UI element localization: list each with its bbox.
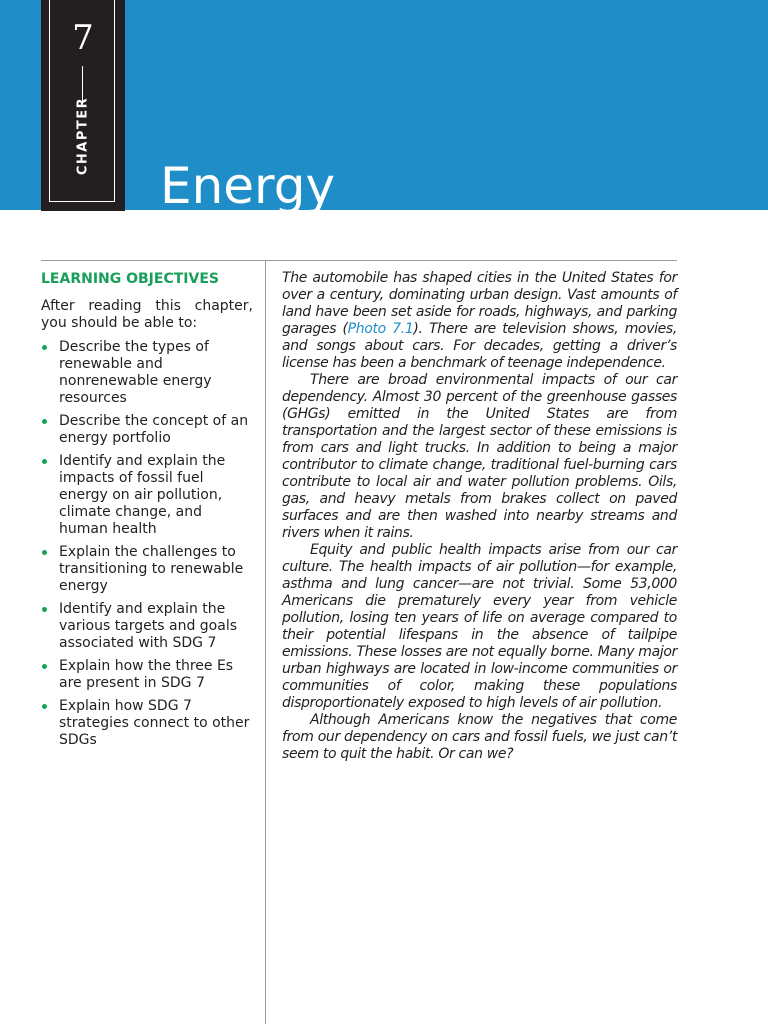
learning-objectives-heading: LEARNING OBJECTIVES <box>41 271 219 287</box>
objective-item <box>41 339 253 407</box>
objective-text: Identify and explain the impacts of fossil fuel energy on air pollution, climate change, and human health <box>59 453 226 537</box>
chapter-frame <box>49 0 115 202</box>
objective-item <box>41 698 253 749</box>
learning-objectives-panel <box>41 269 253 755</box>
section-top-rule <box>41 260 677 261</box>
bullet-dot-icon <box>42 704 47 709</box>
chapter-body <box>282 270 677 763</box>
objective-item <box>41 453 253 538</box>
chapter-title: Energy <box>160 156 336 215</box>
objective-item <box>41 544 253 595</box>
bullet-dot-icon <box>42 345 47 350</box>
chapter-tab <box>41 0 125 211</box>
bullet-dot-icon <box>42 607 47 612</box>
learning-objectives-list <box>41 339 253 749</box>
chapter-number: 7 <box>72 18 94 58</box>
bullet-dot-icon <box>42 550 47 555</box>
chapter-label: CHAPTER <box>75 96 91 176</box>
paragraph-text: ). There are television shows, movies, and songs about cars. For decades, getting a driver’s license has been a benchmark of teenage independence. <box>282 321 677 371</box>
bullet-dot-icon <box>42 459 47 464</box>
bullet-dot-icon <box>42 419 47 424</box>
photo-reference-link[interactable]: Photo 7.1 <box>347 321 414 337</box>
objective-text: Describe the concept of an energy portfolio <box>59 413 249 446</box>
objective-text: Explain how the three Es are present in SDG 7 <box>59 658 234 691</box>
objective-item <box>41 658 253 692</box>
objective-text: Describe the types of renewable and nonrenewable energy resources <box>59 339 212 406</box>
learning-objectives-intro: After reading this chapter, you should be able to: <box>41 298 253 331</box>
body-paragraph-3: Equity and public health impacts arise from our car culture. The health impacts of air pollution—for example, asthma and lung cancer—are not trivial. Some 53,000 Americans die prematurely every year from vehicle pollution, losing ten years of life on average compared to their potential lifespans in the absence of tailpipe emissions. These losses are not equally borne. Many major urban highways are located in low-income communities or communities of color, making these populations disproportionately exposed to high levels of air pollution. <box>282 542 677 711</box>
objective-text: Explain how SDG 7 strategies connect to other SDGs <box>59 698 250 748</box>
objective-text: Explain the challenges to transitioning to renewable energy <box>59 544 244 594</box>
objective-item <box>41 601 253 652</box>
objective-text: Identify and explain the various targets and goals associated with SDG 7 <box>59 601 238 651</box>
body-paragraph-1 <box>282 270 677 372</box>
objective-item <box>41 413 253 447</box>
chapter-header-band <box>0 0 768 215</box>
body-paragraph-2: There are broad environmental impacts of our car dependency. Almost 30 percent of the greenhouse gasses (GHGs) emitted in the United States are from transportation and the largest sector of these emissions is from cars and light trucks. In addition to being a major contributor to climate change, traditional fuel-burning cars contribute to local air and water pollution problems. Oils, gas, and heavy metals from brakes collect on paved surfaces and are then washed into nearby streams and rivers when it rains. <box>282 372 677 541</box>
paragraph-text: The automobile has shaped cities in the United States for over a century, dominating urban design. Vast amounts of land have been set aside for roads, highways, and parking garages ( <box>282 270 677 337</box>
body-paragraph-4: Although Americans know the negatives that come from our dependency on cars and fossil fuels, we just can’t seem to quit the habit. Or can we? <box>282 712 677 762</box>
bullet-dot-icon <box>42 664 47 669</box>
column-divider <box>265 260 266 1024</box>
